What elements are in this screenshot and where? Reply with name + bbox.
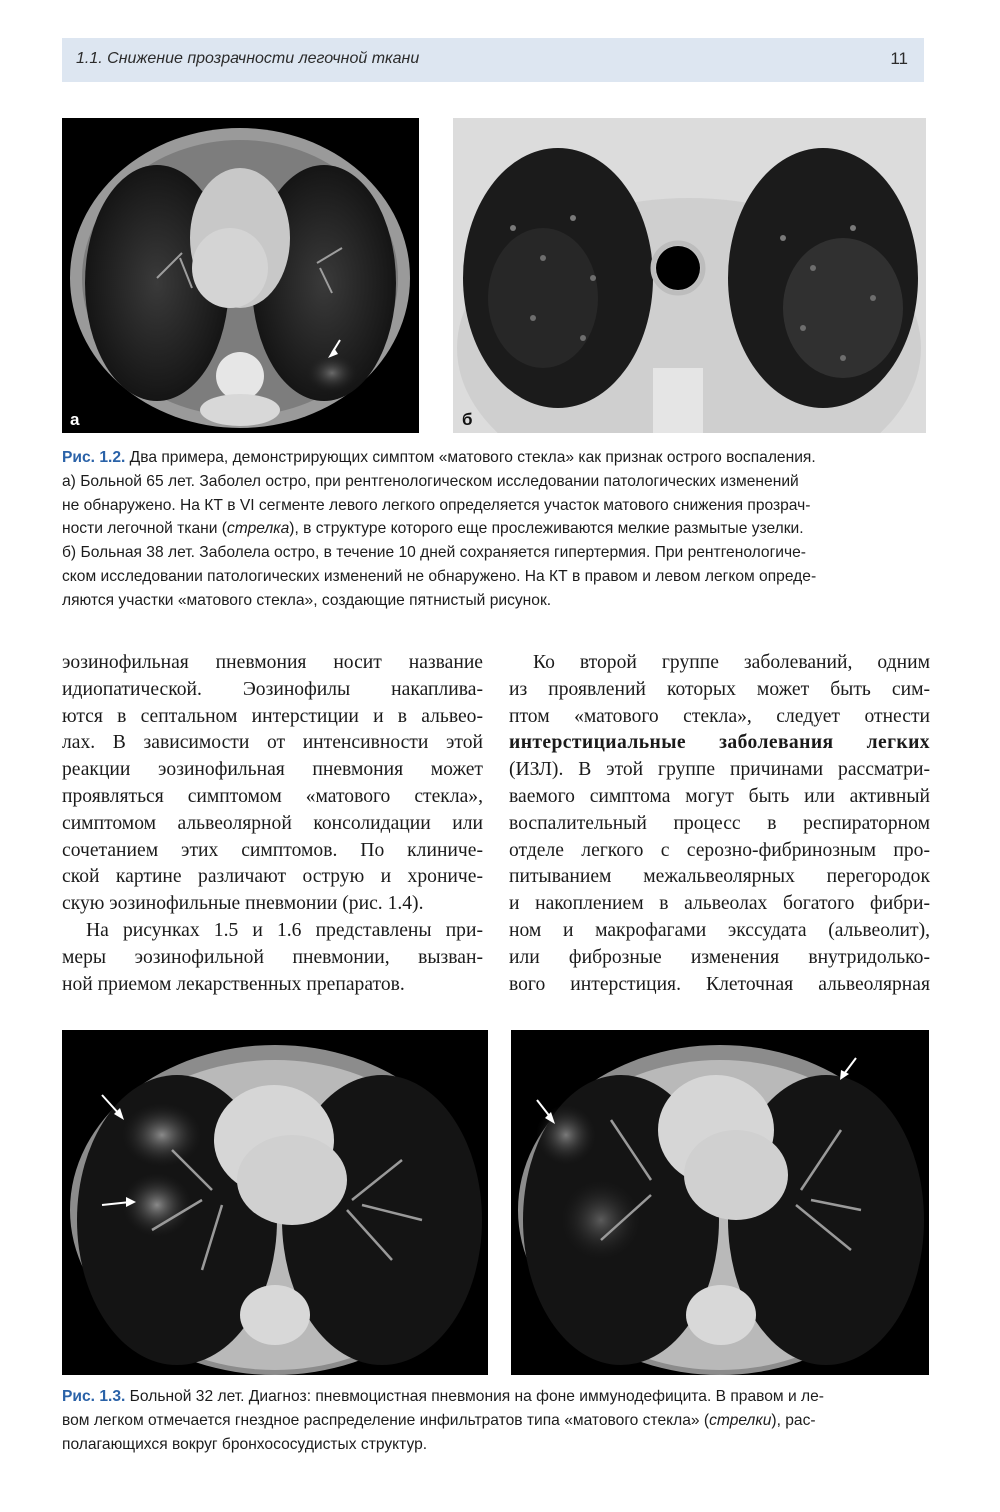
paragraph-line: ной приемом лекарственных препаратов. xyxy=(62,973,405,995)
paragraph-line: ются в септальном интерстиции и в альвео- xyxy=(62,705,483,727)
ct-image-1-3-right xyxy=(511,1030,929,1375)
paragraph-line: идиопатической. Эозинофилы накаплива- xyxy=(62,678,483,700)
paragraph-line: вого интерстиция. Клеточная альвеолярная xyxy=(509,973,930,995)
paragraph-line: птом «матового стекла», следует отнести xyxy=(509,705,930,727)
paragraph-line: На рисунках 1.5 и 1.6 представлены при- xyxy=(86,919,483,941)
paragraph-line: симптомом альвеолярной консолидации или xyxy=(62,812,483,834)
paragraph-line: воспалительный процесс в респираторном xyxy=(509,812,930,834)
paragraph-line: Ко второй группе заболеваний, одним xyxy=(533,652,930,673)
bold-term: интерстициальные заболевания легких xyxy=(509,732,930,754)
paragraph-line: ской картине различают острую и хрониче- xyxy=(62,866,483,888)
panel-label-a: а xyxy=(70,410,80,429)
figure-1-3-label: Рис. 1.3. xyxy=(62,1388,126,1405)
paragraph-line: ном и макрофагами экссудата (альвеолит), xyxy=(509,919,930,941)
body-left-column xyxy=(62,650,483,998)
ct-image-1-2-b xyxy=(453,118,926,433)
paragraph-line: проявляться симптомом «матового стекла», xyxy=(62,785,483,807)
paragraph-line: реакции эозинофильная пневмония может xyxy=(62,759,483,781)
ct-image-1-2-a xyxy=(62,118,419,433)
paragraph-line: сочетанием этих симптомов. По клиниче- xyxy=(62,839,483,861)
paragraph-line: эозинофильная пневмония носит название xyxy=(62,652,483,673)
paragraph-line: и накоплением в альвеолах богатого фибри- xyxy=(509,893,930,915)
page-number: 11 xyxy=(890,49,908,68)
running-title: 1.1. Снижение прозрачности легочной ткани xyxy=(76,50,420,67)
figure-1-2-label: Рис. 1.2. xyxy=(62,449,126,466)
body-right-column xyxy=(509,650,930,998)
paragraph-line: (ИЗЛ). В этой группе причинами рассматри- xyxy=(509,759,930,781)
figure-1-2-caption: Рис. 1.2. Два примера, демонстрирующих симптом «матового стекла» как признак острого воспаления. а) Больной 65 лет. Заболел остро, при рентгенологическом исследовании патологических изменений не обнаружено. На КТ в VI сегменте левого легкого определяется участок матового снижения прозрач- ности легочной ткани (стрелка), в структуре которого еще прослеживаются мелкие размытые узелки. б) Больная 38 лет. Заболела остро, в течение 10 дней сохраняется гипертермия. При рентгенологиче- ском исследовании патологических изменений не обнаружено. На КТ в правом и левом легком опреде- ляются участки «матового стекла», создающие пятнистый рисунок. xyxy=(62,449,817,609)
paragraph-line: из проявлений которых может быть сим- xyxy=(509,678,930,700)
paragraph-line: скую эозинофильные пневмонии (рис. 1.4). xyxy=(62,893,424,915)
paragraph-line: меры эозинофильной пневмонии, вызван- xyxy=(62,946,483,968)
paragraph-line: питыванием межальвеолярных перегородок xyxy=(509,866,930,888)
panel-label-b: б xyxy=(462,410,473,429)
paragraph-line: отделе легкого с серозно-фибринозным про- xyxy=(509,839,930,861)
ct-image-1-3-left xyxy=(62,1030,488,1375)
figure-1-3-caption: Рис. 1.3. Больной 32 лет. Диагноз: пневмоцистная пневмония на фоне иммунодефицита. В правом и ле- вом легком отмечается гнездное распределение инфильтратов типа «матового стекла» (стрелки), рас- полагающихся вокруг бронхососудистых структур. xyxy=(62,1388,824,1453)
paragraph-line: лах. В зависимости от интенсивности этой xyxy=(62,732,483,754)
paragraph-line: ваемого симптома могут быть или активный xyxy=(509,785,930,807)
paragraph-line: или фиброзные изменения внутридолько- xyxy=(509,946,930,968)
